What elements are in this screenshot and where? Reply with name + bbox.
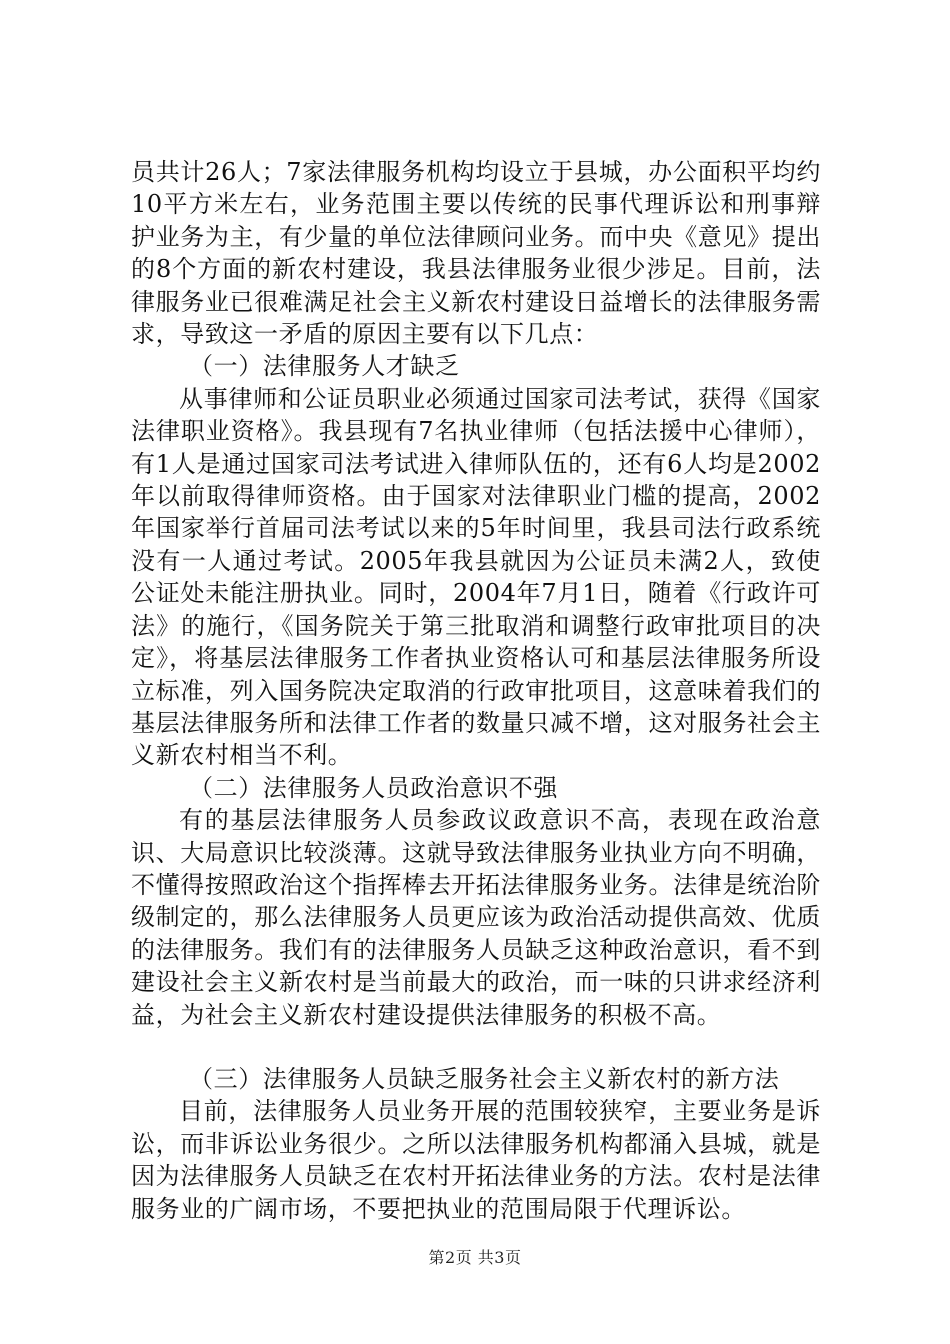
section-heading: （三）法律服务人员缺乏服务社会主义新农村的新方法 <box>189 1064 780 1093</box>
section-heading: （一）法律服务人才缺乏 <box>189 352 460 381</box>
page-footer: 第2页 共3页 <box>428 1248 522 1267</box>
document-body <box>131 156 821 1225</box>
body-paragraph: 目前，法律服务人员业务开展的范围较狭窄，主要业务是诉讼，而非诉讼业务很少。之所以法律服务机构都涌入县城，就是因为法律服务人员缺乏在农村开拓法律业务的方法。农村是法律服务业的广阔市场，不要把执业的范围局限于代理诉讼。 <box>131 1097 821 1223</box>
section-heading: （二）法律服务人员政治意识不强 <box>189 773 558 802</box>
body-paragraph: 有的基层法律服务人员参政议政意识不高，表现在政治意识、大局意识比较淡薄。这就导致法律服务业执业方向不明确，不懂得按照政治这个指挥棒去开拓法律服务业务。法律是统治阶级制定的，那么法律服务人员更应该为政治活动提供高效、优质的法律服务。我们有的法律服务人员缺乏这种政治意识，看不到建设社会主义新农村是当前最大的政治，而一味的只讲求经济利益，为社会主义新农村建设提供法律服务的积极不高。 <box>131 806 821 1029</box>
paragraph-gap <box>131 1031 821 1063</box>
body-paragraph: 员共计26人；7家法律服务机构均设立于县城，办公面积平均约10平方米左右，业务范围主要以传统的民事代理诉讼和刑事辩护业务为主，有少量的单位法律顾问业务。而中央《意见》提出的8个方面的新农村建设，我县法律服务业很少涉足。目前，法律服务业已很难满足社会主义新农村建设日益增长的法律服务需求，导致这一矛盾的原因主要有以下几点： <box>131 158 821 349</box>
body-paragraph: 从事律师和公证员职业必须通过国家司法考试，获得《国家法律职业资格》。我县现有7名执业律师（包括法援中心律师），有1人是通过国家司法考试进入律师队伍的，还有6人均是2002年以前取得律师资格。由于国家对法律职业门槛的提高，2002年国家举行首届司法考试以来的5年时间里，我县司法行政系统没有一人通过考试。2005年我县就因为公证员未满2人，致使公证处未能注册执业。同时，2004年7月1日，随着《行政许可法》的施行，《国务院关于第三批取消和调整行政审批项目的决定》，将基层法律服务工作者执业资格认可和基层法律服务所设立标准，列入国务院决定取消的行政审批项目，这意味着我们的基层法律服务所和法律工作者的数量只减不增，这对服务社会主义新农村相当不利。 <box>131 384 821 770</box>
